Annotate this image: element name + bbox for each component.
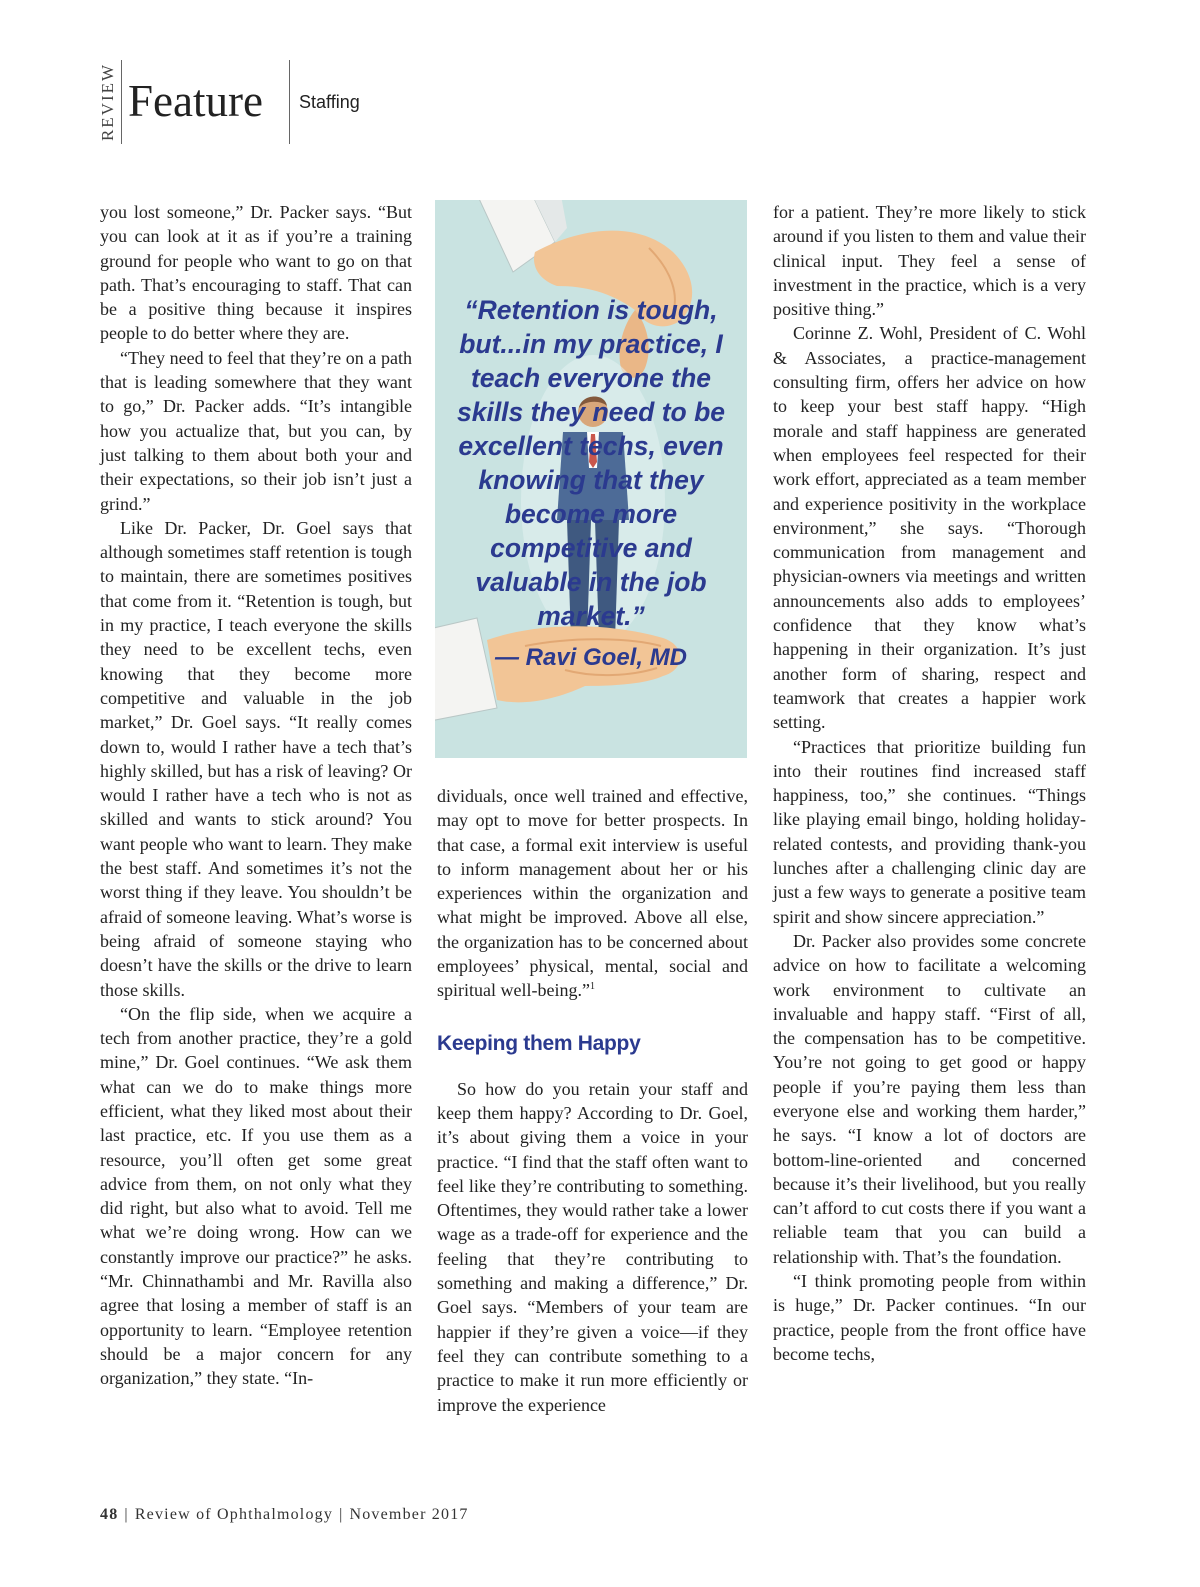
page-footer — [100, 1506, 469, 1524]
paragraph: Corinne Z. Wohl, President of C. Wohl & Associates, a practice-management consulting firm, offers her advice on how to keep your best staff happy. “High morale and staff happiness are generated when employees feel respected for their work effort, appreciated as a team member and experience positivity in the workplace environment,” she says. “Thorough communication from management and physician-owners via meetings and written announcements also adds to employees’ confidence that they know what’s happening in their organization. It’s just another form of sharing, respect and teamwork that creates a happier work setting. — [773, 323, 1086, 733]
header-divider — [121, 60, 122, 144]
section-topic-label: Staffing — [299, 92, 360, 112]
paragraph-text: dividuals, once well trained and effective, may opt to move for better prospects. In that case, a formal exit interview is useful to inform management about her or his experiences within the organization and what might be improved. Above all else, the organization has to be concerned about employees’ physical, mental, social and spiritual well-being.” — [437, 786, 748, 1001]
article-column-1 — [100, 200, 412, 1391]
section-type-title: Feature — [128, 76, 263, 126]
pull-quote-text: “Retention is tough, but...in my practice, I teach everyone the skills they need to be excellent techs, even knowing that they become more competitive and valuable in the job market.” — [456, 295, 726, 631]
paragraph: So how do you retain your staff and keep them happy? According to Dr. Goel, it’s about giving them a voice in your practice. “I find that the staff often want to feel like they’re contributing to something. Oftentimes, they would rather take a lower wage as a trade-off for experience and the feeling that they’re contributing to something and making a difference,” Dr. Goel says. “Members of your team are happier if they’re given a voice—if they feel they can contribute something to a practice to make it run more efficiently or improve the experience — [437, 1078, 748, 1415]
paragraph — [437, 784, 748, 1003]
paragraph: “Practices that prioritize building fun into their routines find increased staff happiness, too,” she continues. “Things like playing email bingo, holding holiday-related contests, and providing thank-you lunches after a challenging clinic day are just a few ways to generate a positive team spirit and show sincere appreciation.” — [773, 736, 1086, 927]
footer-separator: | — [124, 1506, 129, 1523]
section-subheading: Keeping them Happy — [437, 1031, 641, 1055]
pull-quote-attribution: — Ravi Goel, MD — [494, 644, 688, 671]
magazine-vertical-text: REVIEW — [98, 62, 117, 142]
paragraph: “They need to feel that they’re on a path that is leading somewhere that they want to go,” Dr. Packer adds. “It’s intangible how you actualize that, but you can, by just talking to them about both your and their expectations, so their job isn’t just a grind.” — [100, 347, 412, 514]
header-divider — [289, 60, 290, 144]
reference-marker: 1 — [589, 981, 595, 993]
page-number: 48 — [100, 1506, 119, 1523]
paragraph: “On the flip side, when we acquire a tech from another practice, they’re a gold mine,” Dr. Goel continues. “We ask them what can we do to make things more efficient, what they liked most about their last practice, etc. If you use them as a resource, you’ll often get some great advice from them, on not only what they did right, but also what to avoid. Tell me what we’re doing wrong. How can we constantly improve our practice?” he asks. “Mr. Chinnathambi and Mr. Ravilla also agree that losing a member of staff is an opportunity to learn. “Employee retention should be a major concern for any organization,” they state. “In- — [100, 1003, 412, 1389]
paragraph: you lost someone,” Dr. Packer says. “But you can look at it as if you’re a training ground for people who want to go on that path. That’s encouraging to staff. That can be a positive thing because it inspires people to do better where they are. — [100, 202, 412, 344]
article-column-2 — [437, 784, 748, 1417]
paragraph: Like Dr. Packer, Dr. Goel says that although sometimes staff retention is tough to maintain, there are sometimes positives that come from it. “Retention is tough, but in my practice, I teach everyone the skills they need to be excellent techs, even knowing that they become more competitive and valuable in the job market,” Dr. Goel says. “It really comes down to, would I rather have a tech that’s highly skilled, but has a risk of leaving? Or would I rather have a tech who is not as skilled and wants to stick around? You want people who want to learn. They make the best staff. And sometimes it’s not the worst thing if they leave. You shouldn’t be afraid of someone leaving. What’s worse is being afraid of someone staying who doesn’t have the skills or the drive to learn those skills. — [100, 517, 412, 1000]
pull-quote-box — [435, 200, 747, 758]
footer-separator: | — [339, 1506, 344, 1523]
publication-name: Review of Ophthalmology — [134, 1506, 334, 1523]
article-column-3 — [773, 200, 1086, 1366]
issue-date: November 2017 — [349, 1506, 469, 1523]
paragraph: “I think promoting people from within is huge,” Dr. Packer continues. “In our practice, people from the front office have become techs, — [773, 1271, 1086, 1364]
magazine-vertical-label — [98, 60, 118, 144]
paragraph: for a patient. They’re more likely to stick around if you listen to them and value their clinical input. They feel a sense of investment in the practice, which is a very positive thing.” — [773, 202, 1086, 320]
paragraph: Dr. Packer also provides some concrete advice on how to facilitate a welcoming work environment to cultivate an invaluable and happy staff. “First of all, the compensation has to be competitive. You’re not going to get good or happy people if you’re paying them less than everyone else and working them harder,” he says. “I know a lot of doctors are bottom-line-oriented and concerned because it’s their livelihood, but you really can’t afford to cut costs there if you want a reliable team that you can build a relationship with. That’s the foundation. — [773, 930, 1086, 1267]
